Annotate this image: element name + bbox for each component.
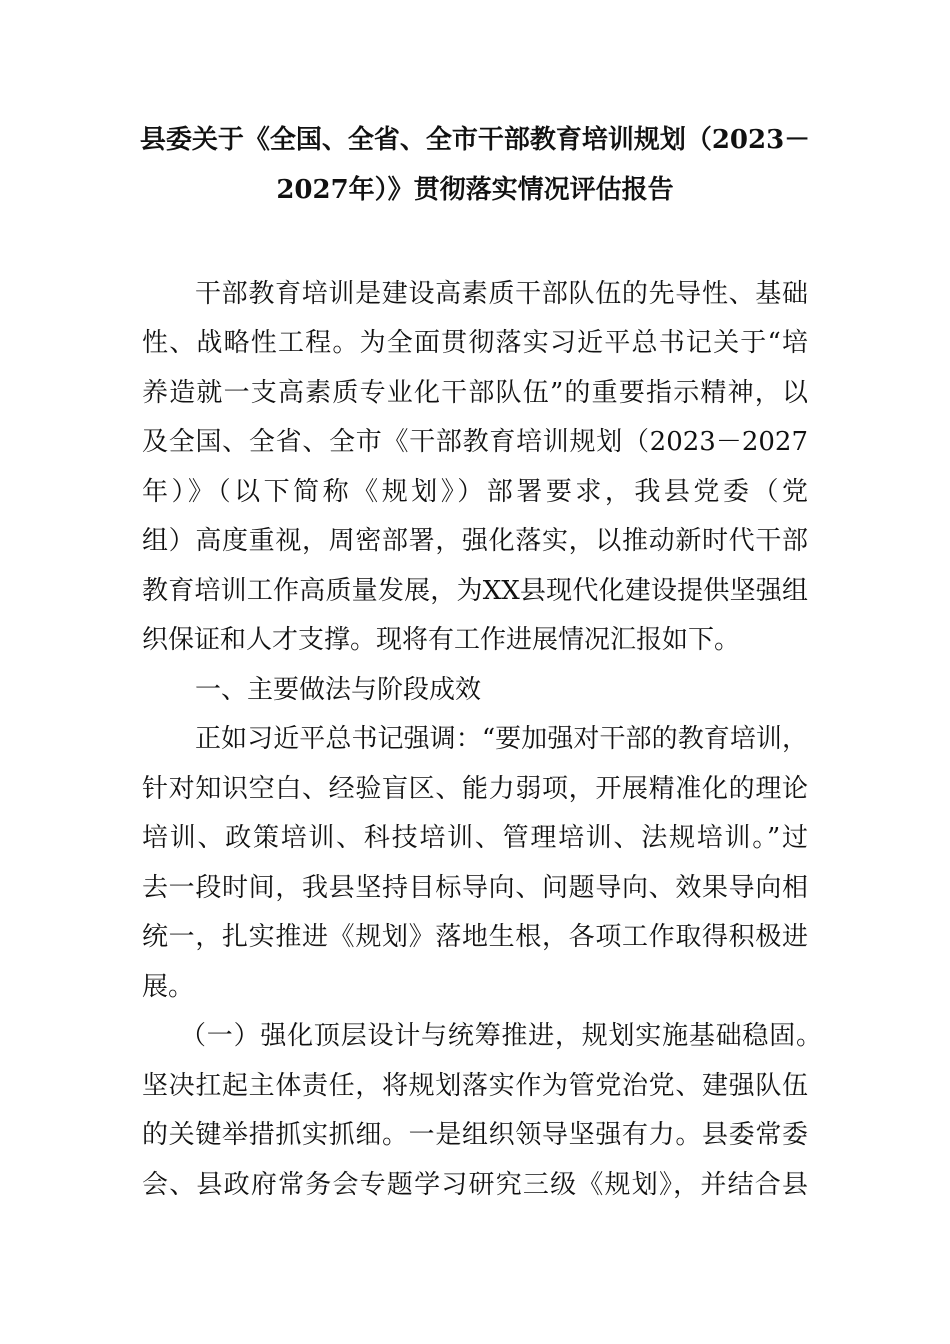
- paragraph-line: 织保证和人才支撑。现将有工作进展情况汇报如下。: [142, 625, 741, 655]
- paragraph-line: 会、县政府常务会专题学习研究三级《规划》，并结合县: [142, 1170, 808, 1200]
- paragraph-line: 性、战略性工程。为全面贯彻落实习近平总书记关于“培: [142, 328, 808, 358]
- title-line-1: 县委关于《全国、全省、全市干部教育培训规划（2023－: [139, 125, 811, 155]
- paragraph-line: 的关键举措抓实抓细。一是组织领导坚强有力。县委常委: [142, 1120, 808, 1150]
- paragraph-line: 组）高度重视，周密部署，强化落实，以推动新时代干部: [142, 526, 808, 556]
- paragraph-line: 正如习近平总书记强调：“要加强对干部的教育培训，: [195, 724, 808, 754]
- paragraph-line: 针对知识空白、经验盲区、能力弱项，开展精准化的理论: [142, 774, 808, 804]
- paragraph-line: 干部教育培训是建设高素质干部队伍的先导性、基础: [195, 279, 808, 309]
- paragraph-line: 年）》（以下简称《规划》）部署要求，我县党委（党: [142, 477, 808, 507]
- subsection-heading: （一）强化顶层设计与统筹推进，规划实施基础稳固。: [180, 1021, 822, 1051]
- section-heading: 一、主要做法与阶段成效: [195, 675, 482, 705]
- paragraph-line: 去一段时间，我县坚持目标导向、问题导向、效果导向相: [142, 873, 808, 903]
- paragraph-line: 坚决扛起主体责任，将规划落实作为管党治党、建强队伍: [142, 1071, 808, 1101]
- paragraph-line: 统一，扎实推进《规划》落地生根，各项工作取得积极进: [142, 922, 808, 952]
- paragraph-line: 培训、政策培训、科技培训、管理培训、法规培训。”过: [142, 823, 808, 853]
- paragraph-line: 及全国、全省、全市《干部教育培训规划（2023－2027: [142, 427, 808, 457]
- paragraph-line: 教育培训工作高质量发展，为XX县现代化建设提供坚强组: [142, 576, 808, 606]
- paragraph-line: 养造就一支高素质专业化干部队伍”的重要指示精神，以: [142, 378, 808, 408]
- paragraph-line: 展。: [142, 972, 195, 1002]
- title-line-2: 2027年）》贯彻落实情况评估报告: [276, 175, 674, 205]
